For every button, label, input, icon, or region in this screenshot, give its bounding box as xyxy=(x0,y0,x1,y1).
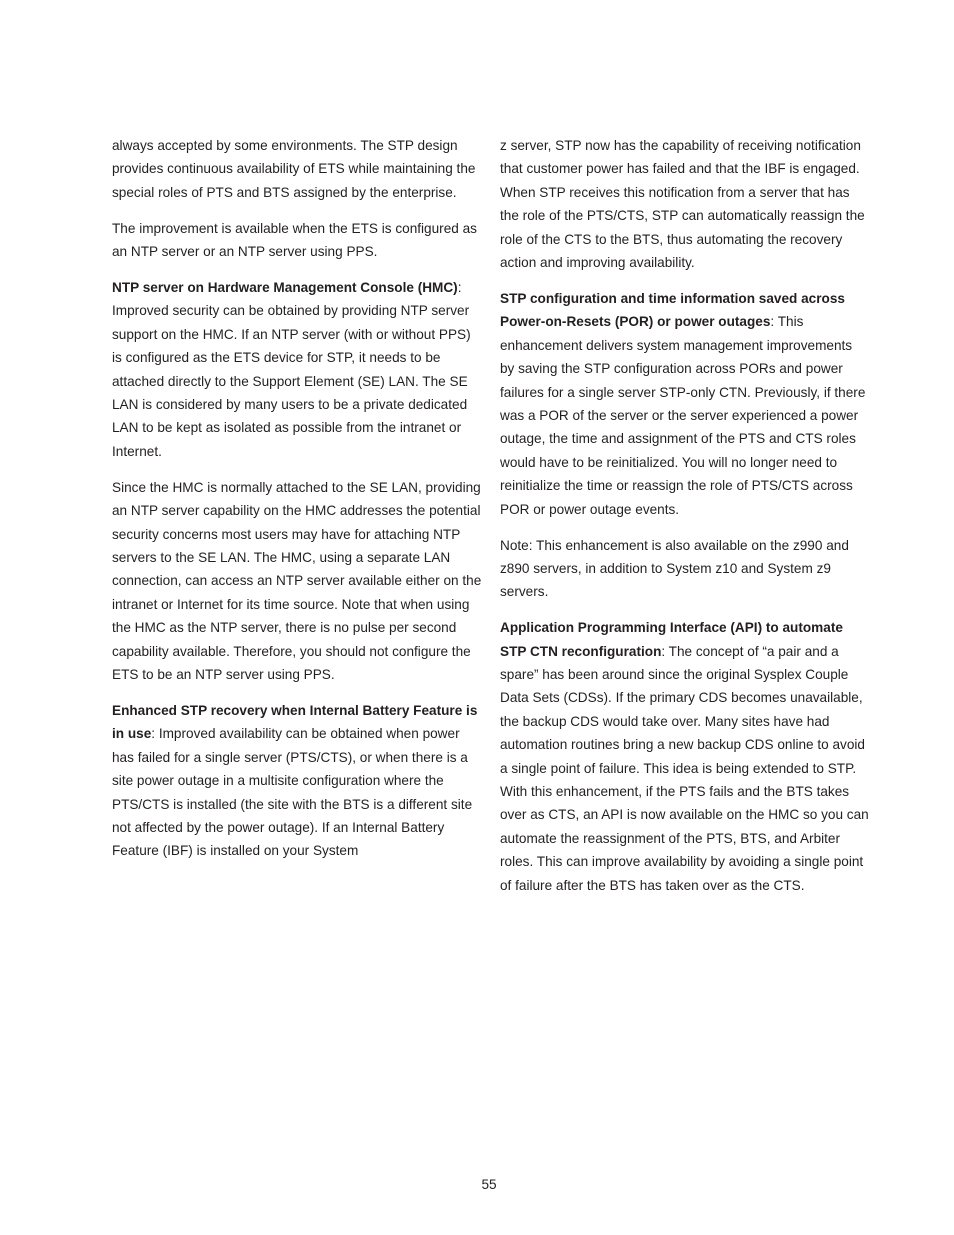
paragraph-stp-design: always accepted by some environments. The STP design provides continuous availability of ETS while maintaining the special roles of PTS and BTS assigned by the enterprise. xyxy=(112,138,476,200)
paragraph-note-z990: Note: This enhancement is also available on the z990 and z890 servers, in addition to System z10 and System z9 servers. xyxy=(500,537,849,600)
right-column xyxy=(500,134,870,910)
body-ntp-hmc: : Improved security can be obtained by providing NTP server support on the HMC. If an NTP server (with or without PPS) is configured as the ETS device for STP, it needs to be attached directly to the Support Element (SE) LAN. The SE LAN is considered by many users to be a private dedicated LAN to be kept as isolated as possible from the intranet or Internet. xyxy=(112,280,471,459)
body-api-automate: : The concept of “a pair and a spare” has been around since the original Sysplex Couple Data Sets (CDSs). If the primary CDS becomes unavailable, the backup CDS would take over. Many sites have had automation routines bring a new backup CDS online to avoid a single point of failure. This idea is being extended to STP. With this enhancement, if the PTS fails and the BTS takes over as CTS, an API is now available on the HMC so you can automate the reassignment of the PTS, BTS, and Arbiter roles. This can improve availability by avoiding a single point of failure after the BTS has taken over as the CTS. xyxy=(500,643,869,893)
paragraph-ets-improvement: The improvement is available when the ETS is configured as an NTP server or an NTP server using PPS. xyxy=(112,220,477,260)
paragraph-ibf-notification: z server, STP now has the capability of receiving notification that customer power has failed and that the IBF is engaged. When STP receives this notification from a server that has the role of the PTS/CTS, STP can automatically reassign the role of the CTS to the BTS, thus automating the recovery action and improving availability. xyxy=(500,138,865,271)
body-enhanced-stp-recovery: : Improved availability can be obtained when power has failed for a single server (PTS/CTS), or when there is a site power outage in a multisite configuration where the PTS/CTS is installed (the site with the BTS is a different site not affected by the power outage). If an Internal Battery Feature (IBF) is installed on your System xyxy=(112,726,473,859)
heading-ntp-hmc: NTP server on Hardware Management Console (HMC) xyxy=(112,280,458,296)
page-number: 55 xyxy=(481,1177,497,1192)
heading-enhanced-stp-recovery: Enhanced STP recovery when Internal Battery Feature is in use xyxy=(112,702,478,742)
paragraph-enhanced-stp-recovery xyxy=(112,699,482,863)
left-column xyxy=(112,134,482,875)
paragraph-ntp-hmc xyxy=(112,276,482,463)
paragraph-hmc-se-lan: Since the HMC is normally attached to the SE LAN, providing an NTP server capability on the HMC addresses the potential security concerns most users may have for attaching NTP servers to the SE LAN. The HMC, using a separate LAN connection, can access an NTP server available either on the intranet or Internet for its time source. Note that when using the HMC as the NTP server, there is no pulse per second capability available. Therefore, you should not configure the ETS to be an NTP server using PPS. xyxy=(112,479,482,683)
heading-stp-config-saved: STP configuration and time information saved across Power-on-Resets (POR) or power outages xyxy=(500,290,845,330)
heading-api-automate: Application Programming Interface (API) to automate STP CTN reconfiguration xyxy=(500,620,843,659)
paragraph-stp-config-saved xyxy=(500,287,870,521)
paragraph-api-automate xyxy=(500,616,870,897)
body-stp-config-saved: : This enhancement delivers system management improvements by saving the STP configuration across PORs and power failures for a single server STP-only CTN. Previously, if there was a POR of the server or the server experienced a power outage, the time and assignment of the PTS and CTS roles would have to be reinitialized. You will no longer need to reinitialize the time or reassign the role of PTS/CTS across POR or power outage events. xyxy=(500,314,866,517)
